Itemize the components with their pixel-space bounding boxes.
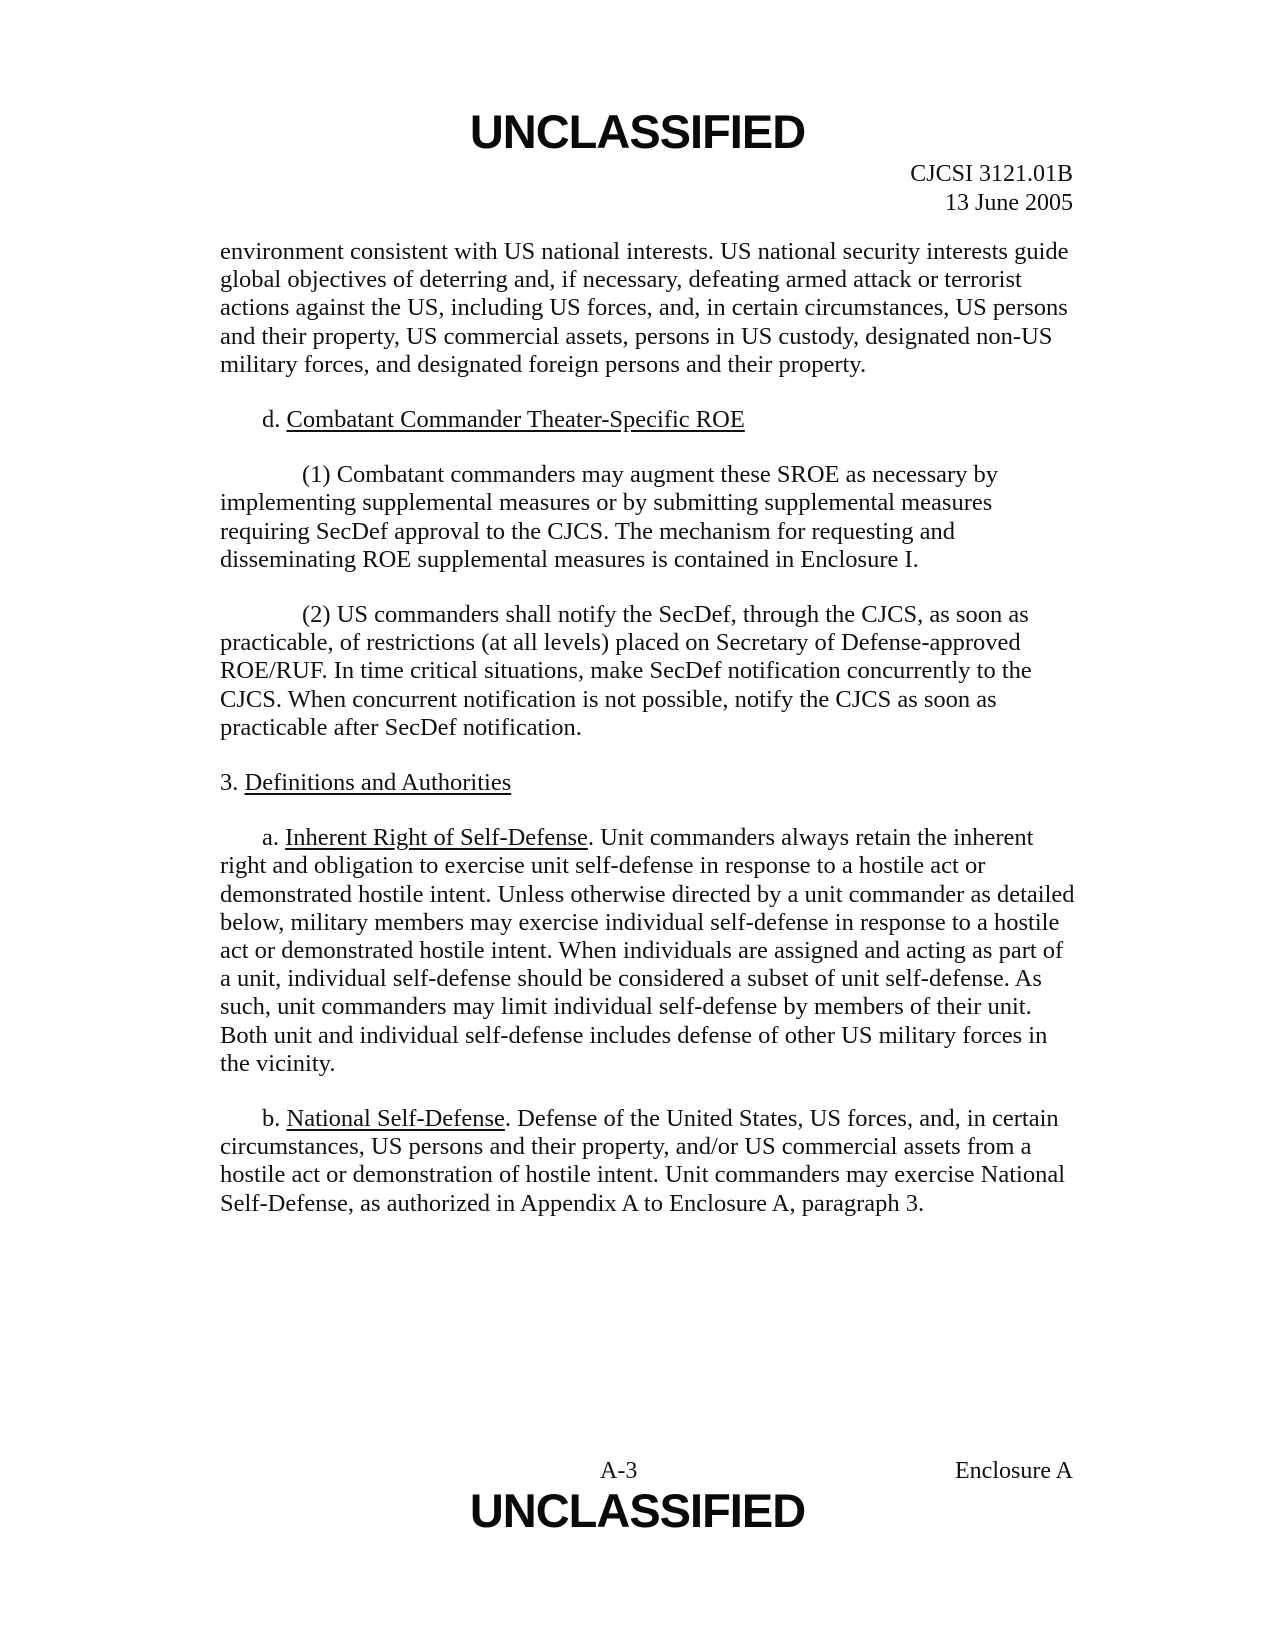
paragraph-3a-marker: a. bbox=[262, 824, 279, 852]
paragraph-d1: (1) Combatant commanders may augment these SROE as necessary by implementing supplemental measures or by submitting supplemental measures requiring SecDef approval to the CJCS. The mechanism for requesting and disseminating ROE supplemental measures is contained in Enclosure I. bbox=[220, 461, 999, 573]
section-3-marker: 3. bbox=[220, 769, 239, 797]
doc-date: 13 June 2005 bbox=[945, 190, 1073, 216]
classification-banner-top: UNCLASSIFIED bbox=[469, 105, 806, 158]
paragraph-3b-text: . Defense of the United States, US forces, and, in certain circumstances, US persons and their property, and/or US commercial assets from a hostile act or demonstration of hostile intent. Unit commanders may exercise National Self-Defense, as authorized in Appendix A to Enclosure A, paragraph 3. bbox=[220, 1105, 1066, 1217]
section-3-title: Definitions and Authorities bbox=[244, 769, 512, 797]
classification-banner-bottom: UNCLASSIFIED bbox=[469, 1484, 806, 1537]
document-identifier bbox=[910, 160, 1073, 218]
enclosure-label: Enclosure A bbox=[955, 1458, 1073, 1484]
section-d-marker: d. bbox=[262, 406, 281, 434]
paragraph-3a bbox=[220, 824, 1080, 1078]
section-d-heading bbox=[220, 406, 1080, 434]
document-body bbox=[220, 238, 1080, 1245]
doc-number: CJCSI 3121.01B bbox=[910, 161, 1073, 187]
paragraph-d2: (2) US commanders shall notify the SecDef, through the CJCS, as soon as practicable, of restrictions (at all levels) placed on Secretary of Defense-approved ROE/RUF. In time critical situations, make SecDef notification concurrently to the CJCS. When concurrent notification is not possible, notify the CJCS as soon as practicable after SecDef notification. bbox=[220, 601, 1032, 741]
section-d-title: Combatant Commander Theater-Specific ROE bbox=[286, 406, 745, 434]
paragraph-3a-text: . Unit commanders always retain the inherent right and obligation to exercise unit self-defense in response to a hostile act or demonstrated hostile intent. Unless otherwise directed by a unit commander as detailed below, military members may exercise individual self-defense in response to a hostile act or demonstrated hostile intent. When individuals are assigned and acting as part of a unit, individual self-defense should be considered a subset of unit self-defense. As such, unit commanders may limit individual self-defense by members of their unit. Both unit and individual self-defense includes defense of other US military forces in the vicinity. bbox=[220, 824, 1075, 1077]
paragraph-3b-title: National Self-Defense bbox=[286, 1105, 505, 1133]
paragraph-3b bbox=[220, 1105, 1080, 1218]
paragraph-continuation: environment consistent with US national interests. US national security interests guide global objectives of deterring and, if necessary, defeating armed attack or terrorist actions against the US, including US forces, and, in certain circumstances, US persons and their property, US commercial assets, persons in US custody, designated non-US military forces, and designated foreign persons and their property. bbox=[220, 238, 1069, 378]
section-3-heading bbox=[220, 769, 1080, 797]
paragraph-3b-marker: b. bbox=[262, 1105, 281, 1133]
page-number: A-3 bbox=[600, 1458, 638, 1484]
paragraph-3a-title: Inherent Right of Self-Defense bbox=[285, 824, 588, 852]
